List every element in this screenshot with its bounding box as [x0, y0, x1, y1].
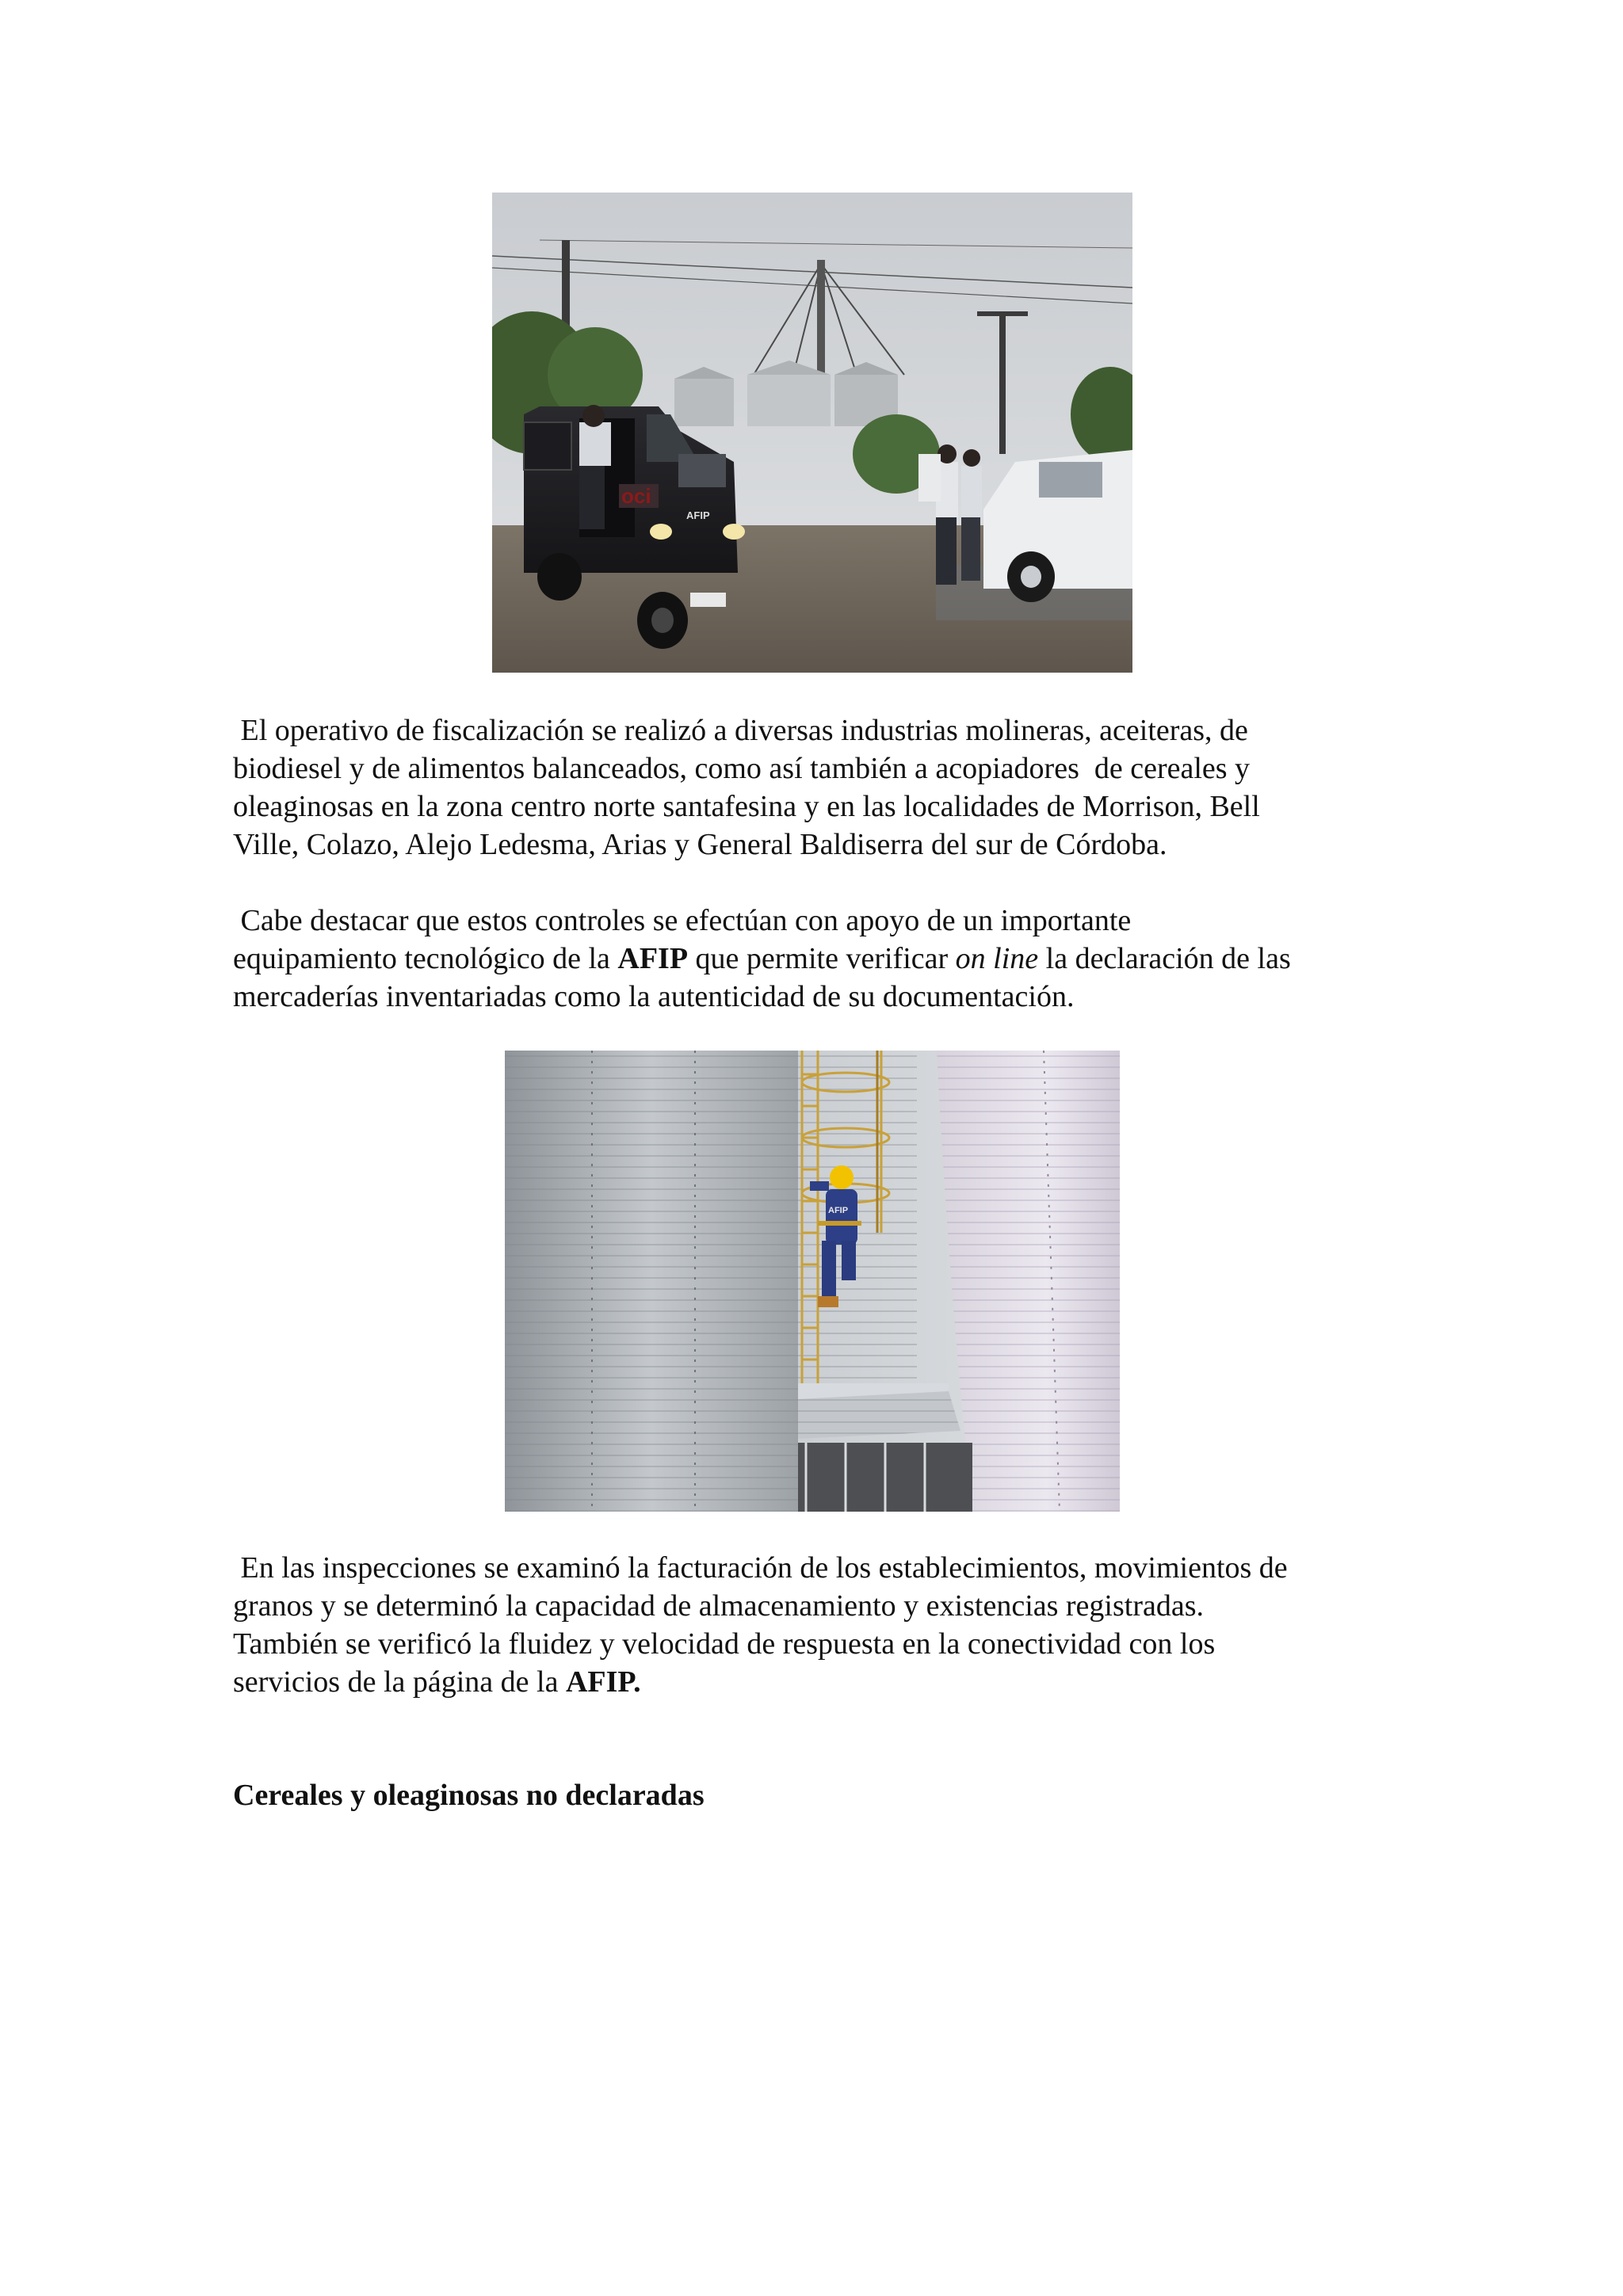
- bold-afip: AFIP: [617, 942, 689, 975]
- text-run: equipamiento tecnológico de la: [233, 942, 618, 975]
- paragraph-line: mercaderías inventariadas como la autenticidad de su documentación.: [233, 980, 1075, 1013]
- worker-label: AFIP: [828, 1206, 849, 1215]
- section-heading: Cereales y oleaginosas no declaradas: [233, 1779, 705, 1812]
- italic-on-line: on line: [955, 942, 1039, 975]
- paragraph-line: biodiesel y de alimentos balanceados, como así también a acopiadores de cereales y: [233, 752, 1251, 785]
- paragraph-line: También se verificó la fluidez y velocidad de respuesta en la conectividad con los: [233, 1627, 1216, 1661]
- photo-silo-climber-image: [505, 1051, 1120, 1512]
- paragraph-operativo: [233, 711, 1422, 864]
- van-logo: AFIP: [686, 509, 710, 521]
- paragraph-inspecciones: [233, 1549, 1422, 1701]
- text-run: la declaración de las: [1038, 942, 1291, 975]
- photo-inspection-van-image: [492, 193, 1132, 673]
- paragraph-line: oleaginosas en la zona centro norte santafesina y en las localidades de Morrison, Bell: [233, 790, 1260, 823]
- paragraph-line: [233, 940, 1422, 978]
- paragraph-line: [233, 1663, 1422, 1701]
- text-run: que permite verificar: [688, 942, 956, 975]
- paragraph-controles: [233, 902, 1422, 1016]
- photo-silo-climber: [505, 1051, 1120, 1512]
- paragraph-line: Cabe destacar que estos controles se efectúan con apoyo de un importante: [233, 904, 1132, 937]
- svg-text:oci: oci: [621, 484, 651, 508]
- paragraph-line: Ville, Colazo, Alejo Ledesma, Arias y General Baldiserra del sur de Córdoba.: [233, 828, 1167, 861]
- paragraph-line: granos y se determinó la capacidad de almacenamiento y existencias registradas.: [233, 1589, 1204, 1623]
- text-run: servicios de la página de la: [233, 1665, 566, 1699]
- bold-afip: AFIP.: [565, 1665, 641, 1699]
- paragraph-line: El operativo de fiscalización se realizó a diversas industrias molineras, aceiteras, de: [233, 714, 1248, 747]
- photo-inspection-van: [492, 193, 1132, 673]
- paragraph-line: En las inspecciones se examinó la facturación de los establecimientos, movimientos de: [233, 1551, 1288, 1585]
